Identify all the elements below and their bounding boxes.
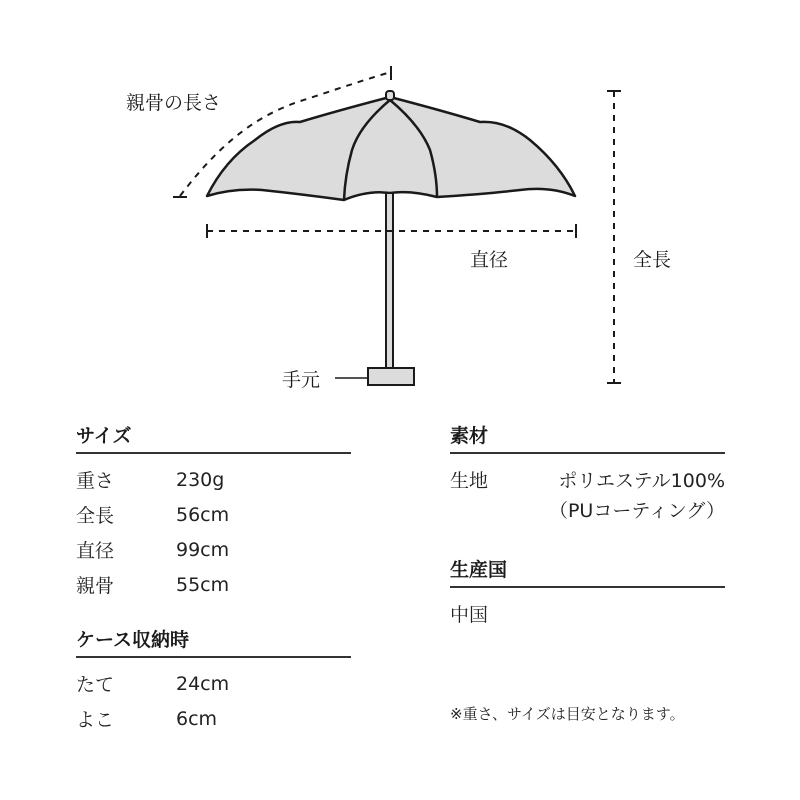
material-section	[450, 420, 725, 526]
spec-key: 直径	[76, 540, 115, 562]
spec-row-rib	[76, 567, 351, 602]
umbrella-handle	[368, 368, 414, 385]
spec-key: 親骨	[76, 575, 115, 597]
spec-value: 6cm	[176, 707, 218, 730]
spec-row-diameter	[76, 532, 351, 567]
spec-key: 生地	[450, 470, 489, 492]
spec-key: たて	[76, 674, 115, 696]
handle-label: 手元	[282, 369, 321, 391]
diameter-label: 直径	[470, 249, 509, 271]
spec-value: 56cm	[176, 503, 230, 526]
umbrella-tip	[386, 91, 394, 100]
spec-key: 全長	[76, 505, 115, 527]
size-section	[76, 420, 351, 602]
origin-section	[450, 554, 725, 631]
spec-value	[548, 466, 725, 526]
spec-value: 24cm	[176, 672, 230, 695]
case-title: ケース収納時	[76, 624, 351, 658]
spec-value: 55cm	[176, 573, 230, 596]
disclaimer-note: ※重さ、サイズは目安となります。	[450, 705, 685, 723]
spec-row-fabric	[450, 462, 725, 526]
fabric-value-line1: ポリエステル100%	[558, 470, 725, 492]
origin-title: 生産国	[450, 554, 725, 588]
size-title: サイズ	[76, 420, 351, 454]
rib-length-label: 親骨の長さ	[126, 92, 222, 114]
spec-row-weight	[76, 462, 351, 497]
total-length-label: 全長	[633, 249, 672, 271]
fabric-value-line2: （PUコーティング）	[548, 500, 725, 522]
umbrella-shaft	[386, 193, 393, 369]
case-section	[76, 624, 351, 736]
umbrella-canopy	[207, 97, 575, 200]
spec-row-case-height	[76, 666, 351, 701]
spec-value: 230g	[176, 468, 225, 491]
spec-value: 99cm	[176, 538, 230, 561]
material-title: 素材	[450, 420, 725, 454]
spec-row-case-width	[76, 701, 351, 736]
spec-value: 中国	[450, 604, 489, 626]
spec-row-origin	[450, 596, 725, 631]
spec-row-total-length	[76, 497, 351, 532]
spec-key: 重さ	[76, 470, 115, 492]
spec-key: よこ	[76, 709, 115, 731]
